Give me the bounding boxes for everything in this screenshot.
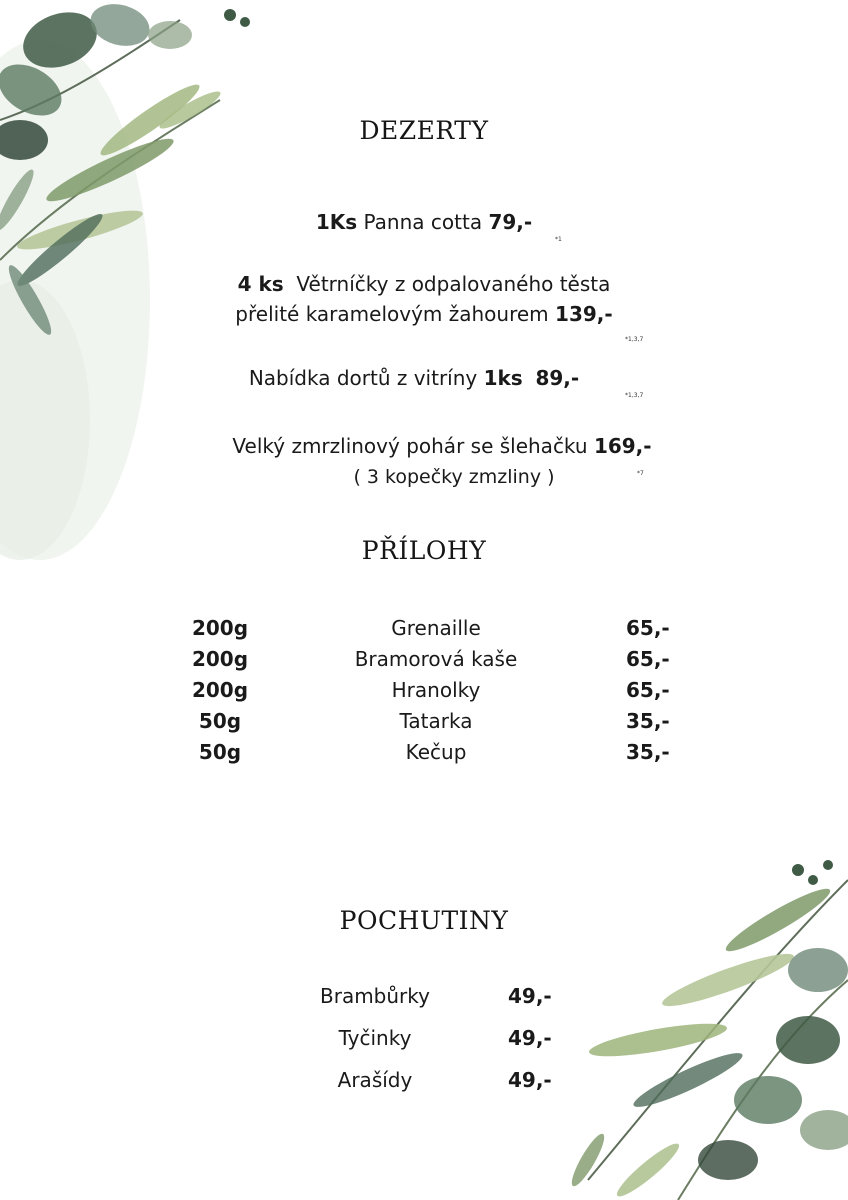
item-name: Nabídka dortů z vitríny [248, 366, 478, 390]
side-row [0, 709, 848, 739]
item-name: Velký zmrzlinový pohár se šlehačku [232, 434, 588, 458]
item-qty: 1ks [483, 366, 523, 390]
side-weight: 200g [191, 678, 249, 702]
side-price: 65,- [626, 678, 670, 702]
dessert-item-vetrnicky-line2 [0, 302, 848, 326]
dessert-item-zmrzlina [18, 434, 848, 458]
item-name: Větrníčky z odpalovaného těsta [296, 272, 611, 296]
side-weight: 200g [191, 647, 249, 671]
snack-row [0, 1026, 848, 1056]
snack-price: 49,- [508, 984, 552, 1008]
snack-price: 49,- [508, 1068, 552, 1092]
snack-row [0, 1068, 848, 1098]
prilohy-heading: PŘÍLOHY [361, 536, 487, 565]
side-name: Grenaille [391, 616, 481, 640]
side-weight: 50g [198, 740, 242, 764]
snack-name: Brambůrky [320, 984, 430, 1008]
item-name: přelité karamelovým žahourem [235, 302, 549, 326]
item-price: 169,- [593, 434, 652, 458]
pochutiny-heading: POCHUTINY [339, 906, 509, 935]
snack-name: Tyčinky [338, 1026, 412, 1050]
side-name: Tatarka [399, 709, 473, 733]
side-price: 35,- [626, 709, 670, 733]
side-row [0, 740, 848, 770]
dessert-item-panna-cotta [0, 210, 848, 234]
item-name: Panna cotta [363, 210, 483, 234]
item-price: 139,- [555, 302, 613, 326]
item-qty: 4 ks [237, 272, 284, 296]
item-price: 79,- [488, 210, 533, 234]
side-price: 65,- [626, 616, 670, 640]
allergen-note: *1 [555, 236, 562, 243]
side-price: 35,- [626, 740, 670, 764]
side-row [0, 616, 848, 646]
dezerty-heading: DEZERTY [359, 116, 489, 145]
allergen-note: *1,3,7 [625, 392, 644, 399]
snack-row [0, 984, 848, 1014]
side-weight: 200g [191, 616, 249, 640]
side-row [0, 647, 848, 677]
item-qty: 1Ks [315, 210, 358, 234]
allergen-note: *1,3,7 [625, 336, 644, 343]
dessert-item-dorty [0, 366, 838, 390]
side-name: Bramorová kaše [354, 647, 518, 671]
side-row [0, 678, 848, 708]
foliage-bottom-right-illustration [528, 840, 848, 1200]
side-price: 65,- [626, 647, 670, 671]
side-name: Hranolky [391, 678, 481, 702]
dessert-item-vetrnicky-line1 [0, 272, 848, 296]
side-weight: 50g [198, 709, 242, 733]
dessert-item-zmrzlina-sub: ( 3 kopečky zmzliny ) [353, 466, 555, 488]
snack-price: 49,- [508, 1026, 552, 1050]
item-price: 89,- [535, 366, 580, 390]
allergen-note: *7 [637, 470, 644, 477]
side-name: Kečup [405, 740, 467, 764]
snack-name: Arašídy [337, 1068, 413, 1092]
